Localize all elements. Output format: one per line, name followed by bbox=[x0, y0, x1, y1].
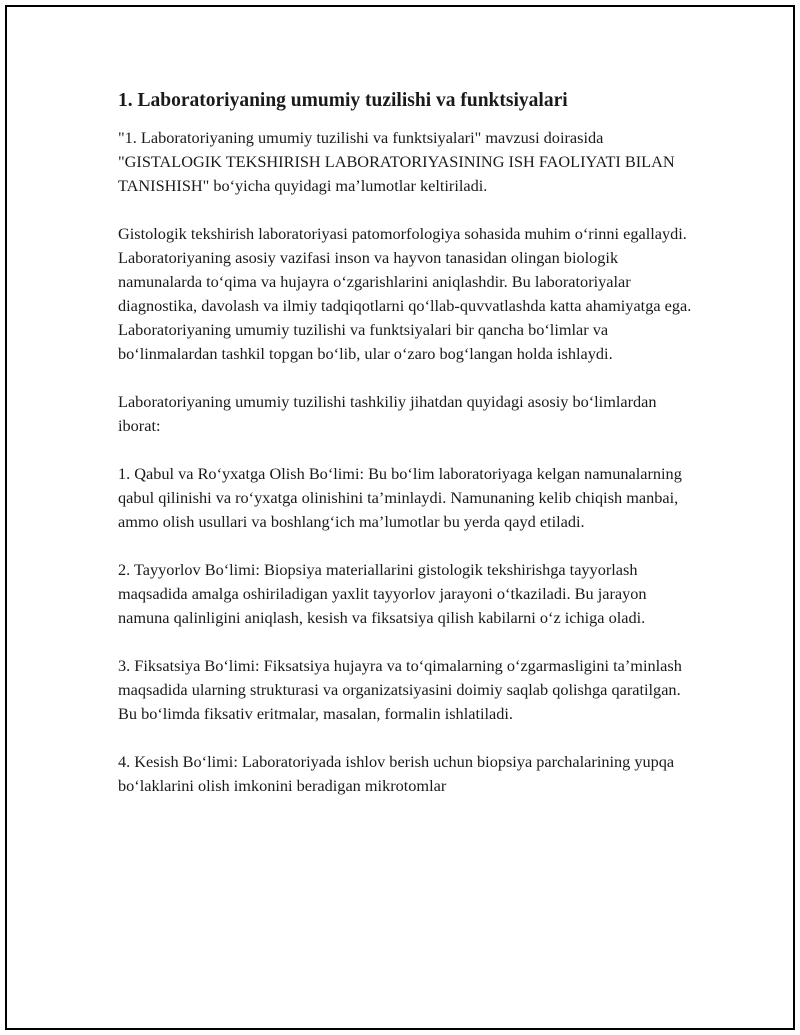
paragraph-section-2: 2. Tayyorlov Bo‘limi: Biopsiya materiallarini gistologik tekshirishga tayyorlash maqsadida amalga oshiriladigan yaxlit tayyorlov jarayoni o‘tkaziladi. Bu jarayon namuna qalinligini aniqlash, kesish va fiksatsiya qilish kabilarni o‘z ichiga oladi. bbox=[118, 560, 647, 627]
paragraph-structure-intro: Laboratoriyaning umumiy tuzilishi tashkiliy jihatdan quyidagi asosiy bo‘limlardan iborat: bbox=[118, 392, 657, 435]
paragraph-intro: "1. Laboratoriyaning umumiy tuzilishi va funktsiyalari" mavzusi doirasida "GISTALOGIK TEKSHIRISH LABORATORIYASINING ISH FAOLIYATI BILAN TANISHISH" bo‘yicha quyidagi ma’lumotlar keltiriladi. bbox=[118, 128, 675, 195]
page-frame bbox=[5, 5, 795, 1030]
paragraph-section-3: 3. Fiksatsiya Bo‘limi: Fiksatsiya hujayra va to‘qimalarning o‘zgarmasligini ta’minlash maqsadida ularning strukturasi va organizatsiyasini doimiy saqlab qolishga qaratilgan. Bu bo‘limda fiksativ eritmalar, masalan, formalin ishlatiladi. bbox=[118, 656, 682, 723]
paragraph-section-4: 4. Kesish Bo‘limi: Laboratoriyada ishlov berish uchun biopsiya parchalarining yupqa bo‘laklarini olish imkonini beradigan mikrotomlar bbox=[118, 752, 675, 795]
document-heading: 1. Laboratoriyaning umumiy tuzilishi va funktsiyalari bbox=[118, 90, 568, 111]
document-body bbox=[118, 87, 698, 822]
paragraph-overview: Gistologik tekshirish laboratoriyasi patomorfologiya sohasida muhim o‘rinni egallaydi. Laboratoriyaning asosiy vazifasi inson va hayvon tanasidan olingan biologik namunalarda to‘qima va hujayra o‘zgarishlarini aniqlashdir. Bu laboratoriyalar diagnostika, davolash va ilmiy tadqiqotlarni qo‘llab-quvvatlashda katta ahamiyatga ega. Laboratoriyaning umumiy tuzilishi va funktsiyalari bir qancha bo‘limlar va bo‘linmalardan tashkil topgan bo‘lib, ular o‘zaro bog‘langan holda ishlaydi. bbox=[118, 224, 692, 363]
paragraph-section-1: 1. Qabul va Ro‘yxatga Olish Bo‘limi: Bu bo‘lim laboratoriyaga kelgan namunalarning qabul qilinishi va ro‘yxatga olinishini ta’minlaydi. Namunaning kelib chiqish manbai, ammo olish usullari va boshlang‘ich ma’lumotlar bu yerda qayd etiladi. bbox=[118, 464, 682, 531]
